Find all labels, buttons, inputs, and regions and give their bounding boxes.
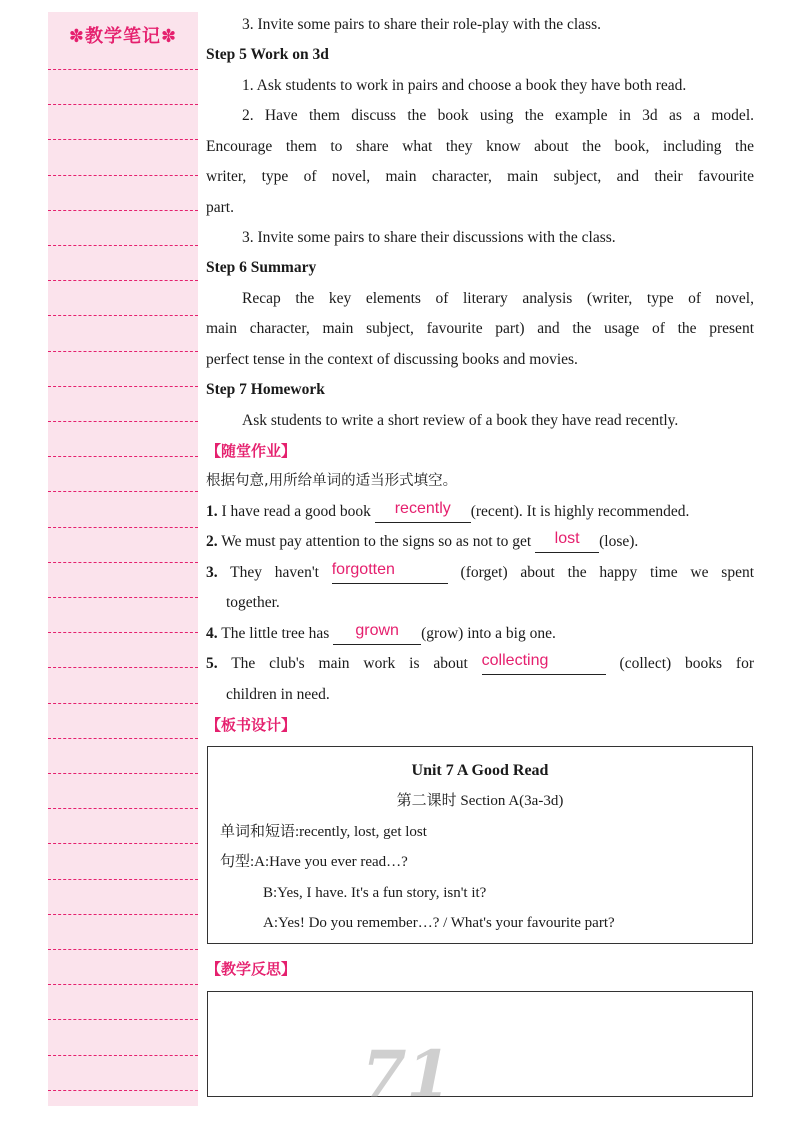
step5-item2-line2: Encourage them to share what they know about the book, including the xyxy=(206,138,754,155)
note-line xyxy=(48,597,198,598)
note-line xyxy=(48,1090,198,1091)
step6-text-line3: perfect tense in the context of discussing books and movies. xyxy=(206,351,578,368)
item-number: 5. xyxy=(206,655,218,672)
item-number: 1. xyxy=(206,503,218,520)
answer-blank[interactable] xyxy=(375,502,471,523)
note-line xyxy=(48,69,198,70)
item-text-before: The club's main work is about xyxy=(231,655,468,672)
board-subtitle: 第二课时 Section A(3a-3d) xyxy=(396,793,564,809)
exercise-heading: 【随堂作业】 xyxy=(206,442,297,460)
note-line xyxy=(48,562,198,563)
note-line xyxy=(48,421,198,422)
note-line xyxy=(48,808,198,809)
step6-heading: Step 6 Summary xyxy=(206,259,317,276)
item-number: 3. xyxy=(206,564,218,581)
note-line xyxy=(48,632,198,633)
note-line xyxy=(48,949,198,950)
step5-item2-line3: writer, type of novel, main character, main subject, and their favourite xyxy=(206,168,754,185)
note-line xyxy=(48,914,198,915)
item-number: 2. xyxy=(206,533,218,550)
step5-item1: 1. Ask students to work in pairs and choose a book they have both read. xyxy=(242,77,687,94)
item-text-after: (collect) books for xyxy=(619,655,754,672)
answer-blank[interactable] xyxy=(333,624,421,645)
note-line xyxy=(48,175,198,176)
exercise-item-3 xyxy=(206,558,754,588)
step6-text-line1: Recap the key elements of literary analysis (writer, type of novel, xyxy=(242,290,754,307)
note-line xyxy=(48,210,198,211)
answer-blank[interactable] xyxy=(535,532,599,553)
item-text-after: (recent). It is highly recommended. xyxy=(470,503,690,520)
answer-text: grown xyxy=(355,622,399,639)
note-line xyxy=(48,773,198,774)
note-line xyxy=(48,386,198,387)
exercise-item-3-cont: together. xyxy=(226,594,280,611)
item-text-before: We must pay attention to the signs so as not to get xyxy=(221,533,532,550)
note-line xyxy=(48,527,198,528)
board-dialog-b: B:Yes, I have. It's a fun story, isn't it? xyxy=(263,885,487,901)
notes-title: ✽教学笔记✽ xyxy=(68,26,178,47)
exercise-instruction: 根据句意,用所给单词的适当形式填空。 xyxy=(206,473,458,489)
answer-text: collecting xyxy=(481,652,549,669)
answer-text: recently xyxy=(394,500,451,517)
reflection-box[interactable] xyxy=(207,991,753,1097)
step5-item2-line4: part. xyxy=(206,199,234,216)
exercise-item-5-cont: children in need. xyxy=(226,686,330,703)
item-text-before: They haven't xyxy=(230,564,319,581)
note-line xyxy=(48,456,198,457)
board-pattern-line: 句型:A:Have you ever read…? xyxy=(220,854,408,870)
step5-item3: 3. Invite some pairs to share their discussions with the class. xyxy=(242,229,616,246)
note-line xyxy=(48,104,198,105)
board-dialog-a: A:Yes! Do you remember…? / What's your favourite part? xyxy=(263,915,615,931)
note-line xyxy=(48,139,198,140)
item-number: 4. xyxy=(206,625,218,642)
step6-text-line2: main character, main subject, favourite part) and the usage of the present xyxy=(206,320,754,337)
answer-text: forgotten xyxy=(331,561,395,578)
note-line xyxy=(48,280,198,281)
step7-heading: Step 7 Homework xyxy=(206,381,325,398)
main-content xyxy=(206,0,754,1132)
notes-sidebar xyxy=(48,12,198,1106)
item-text-after: (lose). xyxy=(599,533,639,550)
reflection-heading: 【教学反思】 xyxy=(206,960,297,978)
answer-text: lost xyxy=(554,530,580,547)
step7-text: Ask students to write a short review of a book they have read recently. xyxy=(242,412,679,429)
note-line xyxy=(48,1019,198,1020)
note-line xyxy=(48,315,198,316)
note-line xyxy=(48,667,198,668)
exercise-item-4 xyxy=(206,619,754,649)
answer-blank[interactable] xyxy=(332,563,448,584)
item-text-after: (grow) into a big one. xyxy=(421,625,556,642)
board-heading: 【板书设计】 xyxy=(206,716,297,734)
step4-item3: 3. Invite some pairs to share their role-play with the class. xyxy=(242,16,601,33)
note-line xyxy=(48,738,198,739)
exercise-item-1 xyxy=(206,497,754,527)
item-text-before: The little tree has xyxy=(221,625,330,642)
note-line xyxy=(48,879,198,880)
board-vocab-line: 单词和短语:recently, lost, get lost xyxy=(220,824,427,840)
page-number: 71 xyxy=(362,1037,452,1112)
step5-heading: Step 5 Work on 3d xyxy=(206,46,329,63)
exercise-item-2 xyxy=(206,527,754,557)
note-line xyxy=(48,703,198,704)
exercise-item-5 xyxy=(206,649,754,679)
board-design-box xyxy=(207,746,753,944)
note-line xyxy=(48,843,198,844)
board-title: Unit 7 A Good Read xyxy=(411,762,549,779)
item-text-before: I have read a good book xyxy=(221,503,371,520)
note-line xyxy=(48,245,198,246)
note-line xyxy=(48,1055,198,1056)
note-line xyxy=(48,491,198,492)
answer-blank[interactable] xyxy=(482,654,606,675)
note-line xyxy=(48,984,198,985)
step5-item2: 2. Have them discuss the book using the example in 3d as a model. xyxy=(242,107,754,124)
note-line xyxy=(48,351,198,352)
item-text-after: (forget) about the happy time we spent xyxy=(460,564,754,581)
